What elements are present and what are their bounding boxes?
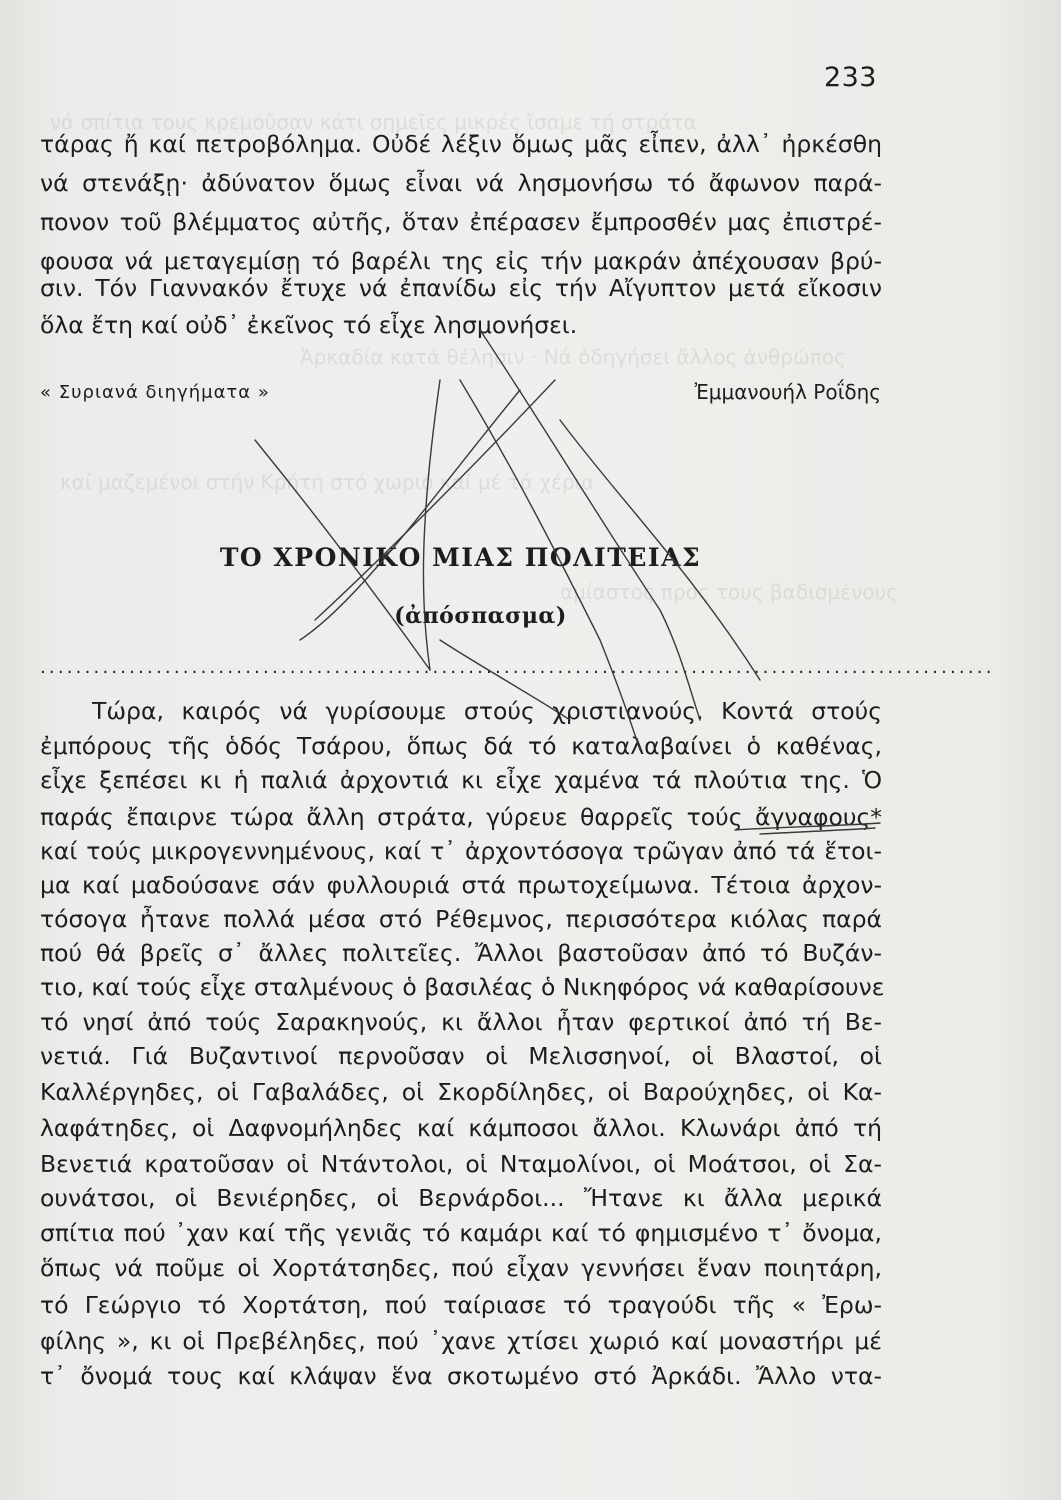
text-line: νά στενάξῃ· ἀδύνατον ὅμως εἶναι νά λησμονήσω τό ἄφωνον παρά-	[40, 169, 882, 197]
page-number: 233	[823, 62, 877, 93]
text-line: πού θά βρεῖς σ᾽ ἄλλες πολιτεῖες. Ἄλλοι βαστοῦσαν ἀπό τό Βυζάν-	[40, 939, 882, 967]
bleed-through-text: αμίαστος προς τους βαδισμένους	[560, 580, 898, 604]
text-line: τό Γεώργιο τό Χορτάτση, πού ταίριασε τό τραγούδι τῆς « Ἐρω-	[40, 1291, 882, 1319]
bleed-through-text: καί μαζεμένοι στήν Κρήτη στό χωριό καί μέ τά χέρια	[60, 470, 595, 494]
text-line: τόσογα ἦτανε πολλά μέσα στό Ρέθεμνος, περισσότερα κιόλας παρά	[40, 905, 882, 933]
text-line: σιν. Τόν Γιαννακόν ἔτυχε νά ἐπανίδω εἰς τήν Αἴγυπτον μετά εἴκοσιν	[40, 274, 882, 302]
text-line: ὅπως νά ποῦμε οἱ Χορτάτσηδες, πού εἶχαν γεννήσει ἕναν ποιητάρη,	[40, 1254, 882, 1282]
text-line: Τώρα, καιρός νά γυρίσουμε στούς χριστιανούς. Κοντά στούς	[92, 697, 882, 725]
bleed-through-text: νά σπίτια τους κρεμοῦσαν κάτι σημεῖες μικρές ἴσαμε τή στράτα	[50, 110, 697, 134]
text-line: φουσα νά μεταγεμίσῃ τό βαρέλι της εἰς τήν μακράν ἀπέχουσαν βρύ-	[40, 247, 882, 275]
text-line: ὅλα ἔτη καί οὐδ᾽ ἐκεῖνος τό εἶχε λησμονήσει.	[40, 311, 578, 339]
text-line: ουνάτσοι, οἱ Βενιέρηδες, οἱ Βερνάρδοι... Ἤτανε κι ἄλλα μερικά	[40, 1184, 882, 1212]
section-subtitle: (ἀπόσπασμα)	[394, 603, 567, 629]
text-line: λαφάτηδες, οἱ Δαφνομήληδες καί κάμποσοι ἄλλοι. Κλωνάρι ἀπό τή	[40, 1114, 882, 1142]
section-title: ΤΟ ΧΡΟΝΙΚΟ ΜΙΑΣ ΠΟΛΙΤΕΙΑΣ	[219, 543, 702, 572]
text-line: σπίτια πού ᾽χαν καί τῆς γενιᾶς τό καμάρι καί τό φημισμένο τ᾽ ὄνομα,	[40, 1219, 882, 1247]
text-line: καί τούς μικρογεννημένους, καί τ᾽ ἀρχοντόσογα τρῶγαν ἀπό τά ἕτοι-	[40, 837, 882, 865]
author-name: Ἐμμανουήλ Ροΐδης	[694, 380, 881, 404]
text-line: εἶχε ξεπέσει κι ἡ παλιά ἀρχοντιά κι εἶχε χαμένα τά πλούτια της. Ὁ	[40, 766, 882, 794]
text-line: νετιά. Γιά Βυζαντινοί περνοῦσαν οἱ Μελισσηνοί, οἱ Βλαστοί, οἱ	[40, 1042, 882, 1070]
source-citation: « Συριανά διηγήματα »	[40, 382, 270, 403]
text-line: τ᾽ ὄνομά τους καί κλάψαν ἕνα σκοτωμένο στό Ἀρκάδι. Ἄλλο ντα-	[40, 1362, 882, 1390]
dotted-separator: ...........................................................................................................	[40, 657, 995, 678]
text-line: φίλης », κι οἱ Πρεβέληδες, πού ᾽χανε χτίσει χωριό καί μοναστήρι μέ	[40, 1327, 882, 1355]
text-line: ἐμπόρους τῆς ὁδός Τσάρου, ὅπως δά τό καταλαβαίνει ὁ καθένας,	[40, 732, 882, 760]
bleed-through-text: Ἀρκαδία κατά θέλησιν · Νά ὁδηγήσει ἄλλος ἀνθρώπος	[300, 345, 846, 369]
text-line: τιο, καί τούς εἶχε σταλμένους ὁ βασιλέας ὁ Νικηφόρος νά καθαρίσουνε	[40, 973, 885, 1001]
text-line: τάρας ἤ καί πετροβόλημα. Οὐδέ λέξιν ὅμως μᾶς εἶπεν, ἀλλ᾽ ἠρκέσθη	[40, 130, 882, 158]
text-line: Βενετιά κρατοῦσαν οἱ Ντάντολοι, οἱ Νταμολίνοι, οἱ Μοάτσοι, οἱ Σα-	[40, 1150, 882, 1178]
text-line: Καλλέργηδες, οἱ Γαβαλάδες, οἱ Σκορδίληδες, οἱ Βαρούχηδες, οἱ Κα-	[40, 1078, 882, 1106]
pencil-stroke	[315, 380, 555, 620]
text-line: τό νησί ἀπό τούς Σαρακηνούς, κι ἄλλοι ἦταν φερτικοί ἀπό τή Βε-	[40, 1008, 882, 1036]
text-line: πονον τοῦ βλέμματος αὐτῆς, ὅταν ἐπέρασεν ἔμπροσθέν μας ἐπιστρέ-	[40, 208, 882, 236]
text-line: μα καί μαδούσανε σάν φυλλουριά στά πρωτοχείμωνα. Τέτοια ἀρχον-	[40, 871, 882, 899]
text-line: παράς ἔπαιρνε τώρα ἄλλη στράτα, γύρευε θαρρεῖς τούς ἄγναφους*	[40, 803, 882, 831]
